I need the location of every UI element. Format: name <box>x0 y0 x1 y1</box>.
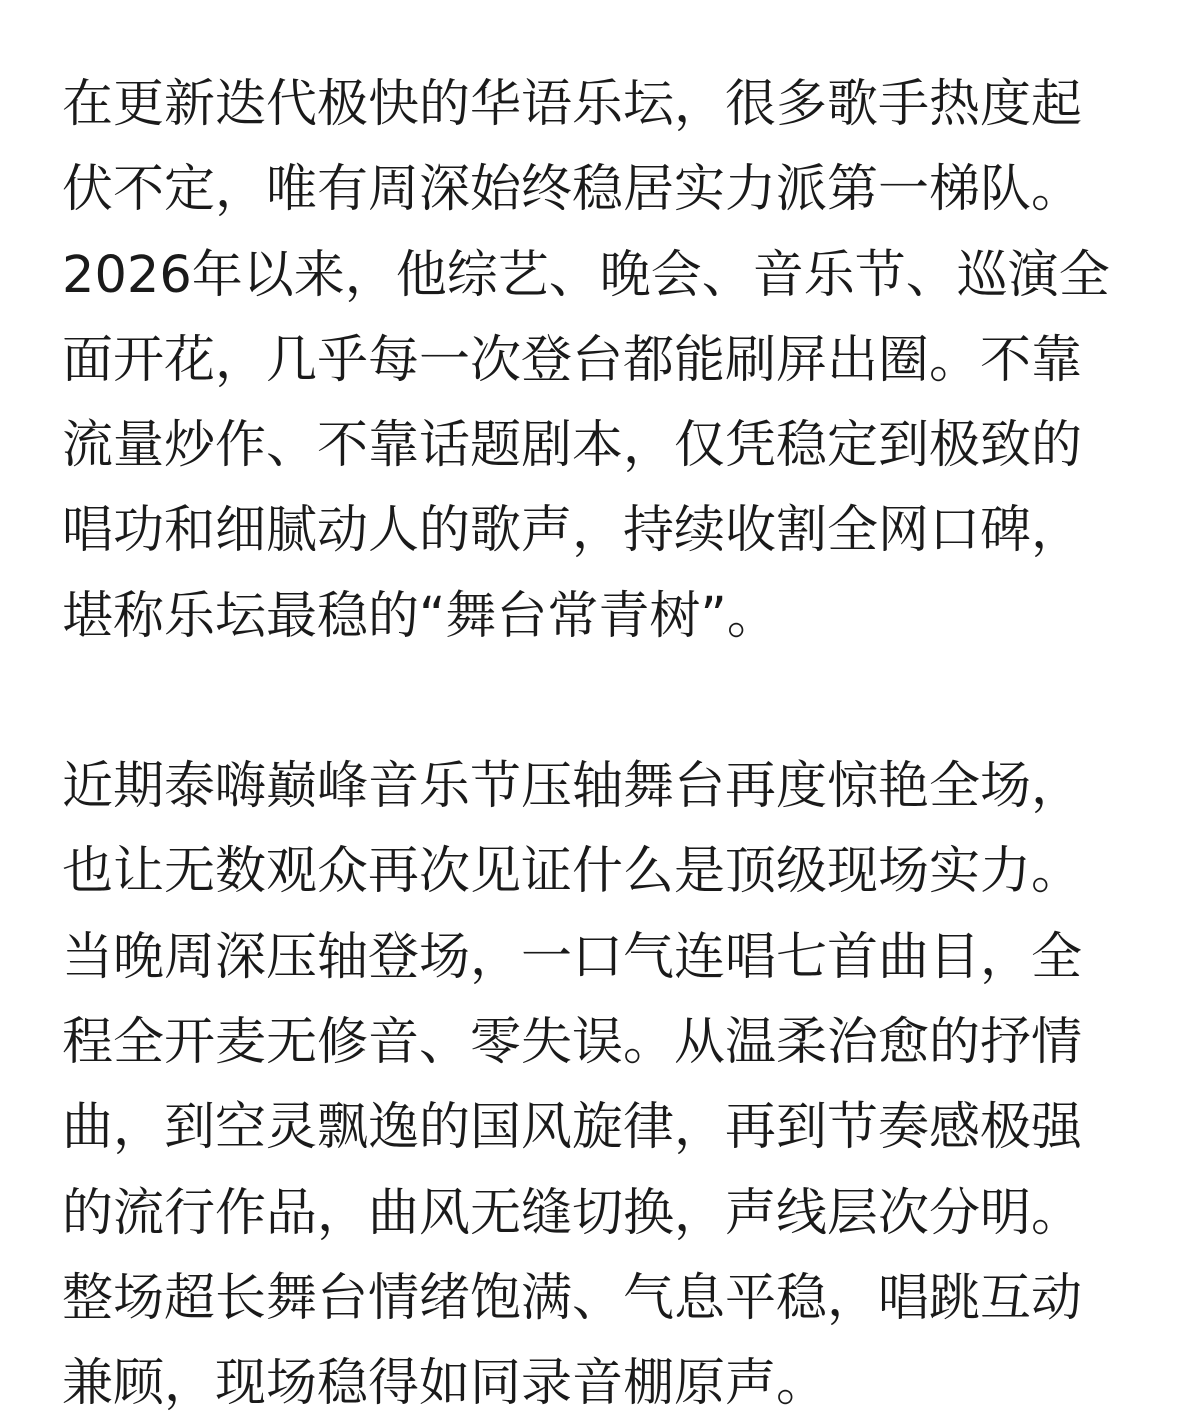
text-line: 唱功和细腻动人的歌声，持续收割全网口碑， <box>62 501 1083 561</box>
paragraph-spacer <box>62 659 1124 744</box>
paragraph-2 <box>62 744 1124 1426</box>
text-line: 程全开麦无修音、零失误。从温柔治愈的抒情 <box>62 1012 1083 1072</box>
text-line: 曲，到空灵飘逸的国风旋律，再到节奏感极强 <box>62 1098 1083 1158</box>
text-line: 堪称乐坛最稳的“舞台常青树”。 <box>62 586 778 646</box>
text-line: 流量炒作、不靠话题剧本，仅凭稳定到极致的 <box>62 416 1083 476</box>
text-line: 的流行作品，曲风无缝切换，声线层次分明。 <box>62 1183 1083 1243</box>
text-line: 面开花，几乎每一次登台都能刷屏出圈。不靠 <box>62 330 1083 390</box>
text-line: 2026年以来，他综艺、晚会、音乐节、巡演全 <box>62 245 1110 305</box>
text-line: 在更新迭代极快的华语乐坛，很多歌手热度起 <box>62 75 1083 134</box>
text-line: 也让无数观众再次见证什么是顶级现场实力。 <box>62 842 1083 902</box>
article-body <box>62 62 1124 1426</box>
text-line: 伏不定，唯有周深始终稳居实力派第一梯队。 <box>62 160 1083 220</box>
text-line: 整场超长舞台情绪饱满、气息平稳，唱跳互动 <box>62 1268 1083 1328</box>
paragraph-1 <box>62 62 1124 659</box>
text-line: 兼顾，现场稳得如同录音棚原声。 <box>62 1354 828 1414</box>
text-line: 当晚周深压轴登场，一口气连唱七首曲目，全 <box>62 927 1083 987</box>
text-line: 近期泰嗨巅峰音乐节压轴舞台再度惊艳全场， <box>62 757 1083 817</box>
